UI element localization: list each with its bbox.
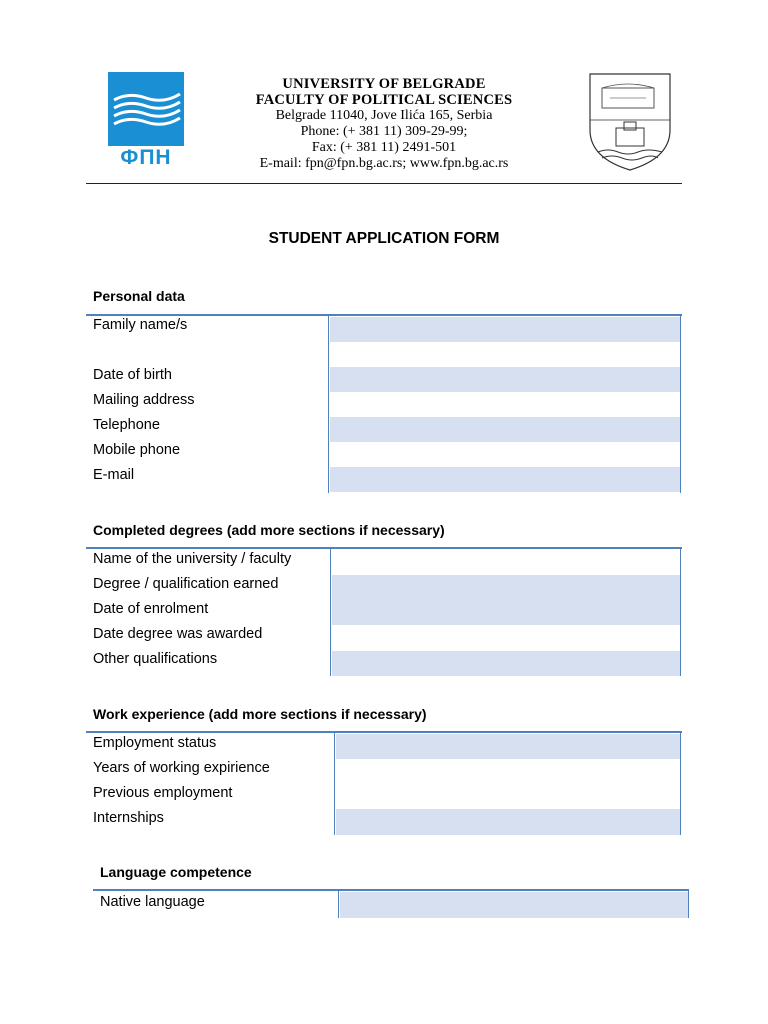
field-label: Date of enrolment <box>93 601 209 617</box>
table-top-border <box>86 547 682 549</box>
field-label: Internships <box>93 810 164 826</box>
section-heading-language: Language competence <box>100 864 252 880</box>
field-input-previous-employment[interactable] <box>336 784 680 809</box>
field-label: Family name/s <box>93 317 188 333</box>
section-heading-personal: Personal data <box>93 288 185 304</box>
table-divider <box>330 549 331 676</box>
field-input-university[interactable] <box>332 550 680 575</box>
field-label: Date degree was awarded <box>93 626 263 642</box>
table-top-border <box>86 731 682 733</box>
university-crest-icon <box>588 72 672 172</box>
field-label: Date of birth <box>93 367 172 383</box>
field-label: Mobile phone <box>93 442 181 458</box>
table-top-border <box>93 889 689 891</box>
field-input-given-name[interactable] <box>330 342 680 367</box>
field-input-years-working[interactable] <box>336 759 680 784</box>
field-label: Employment status <box>93 735 217 751</box>
institution-info <box>190 76 578 172</box>
email: E-mail: fpn@fpn.bg.ac.rs; www.fpn.bg.ac.rs <box>259 156 509 171</box>
address: Belgrade 11040, Jove Ilića 165, Serbia <box>275 108 493 123</box>
field-input-telephone[interactable] <box>330 417 680 442</box>
table-top-border <box>86 314 682 316</box>
field-input-enrolment-date-shade <box>332 600 680 625</box>
table-right-border <box>688 891 689 918</box>
university-name: UNIVERSITY OF BELGRADE <box>282 76 486 92</box>
table-divider <box>338 891 339 918</box>
field-input-email[interactable] <box>330 467 680 492</box>
field-label: Telephone <box>93 417 160 433</box>
field-label: Name of the university / faculty <box>93 551 292 567</box>
field-label: Other qualifications <box>93 651 218 667</box>
phone: Phone: (+ 381 11) 309-29-99; <box>300 124 468 139</box>
field-input-date-of-birth[interactable] <box>330 367 680 392</box>
table-divider <box>328 316 329 493</box>
field-input-employment-status[interactable] <box>336 734 680 759</box>
field-input-mailing-address[interactable] <box>330 392 680 417</box>
field-label: Mailing address <box>93 392 195 408</box>
faculty-name: FACULTY OF POLITICAL SCIENCES <box>255 92 513 108</box>
field-label: Years of working expirience <box>93 760 270 776</box>
field-label: E-mail <box>93 467 135 483</box>
logo-text: ФПН <box>120 146 172 169</box>
field-input-other-qualifications[interactable] <box>332 651 680 676</box>
form-title: STUDENT APPLICATION FORM <box>268 230 500 247</box>
field-input-award-date[interactable] <box>332 625 680 650</box>
field-label: Previous employment <box>93 785 233 801</box>
fax: Fax: (+ 381 11) 2491-501 <box>311 140 457 155</box>
field-input-mobile-phone[interactable] <box>330 442 680 467</box>
header-divider <box>86 183 682 184</box>
field-input-degree[interactable] <box>332 575 680 600</box>
table-right-border <box>680 316 681 493</box>
table-right-border <box>680 733 681 835</box>
field-input-internships[interactable] <box>336 809 680 835</box>
field-input-family-name[interactable] <box>330 317 680 342</box>
faculty-logo <box>108 72 184 172</box>
section-heading-work: Work experience (add more sections if necessary) <box>93 706 427 722</box>
field-input-native-language[interactable] <box>340 892 688 918</box>
section-heading-degrees: Completed degrees (add more sections if necessary) <box>93 522 445 538</box>
field-label: Degree / qualification earned <box>93 576 279 592</box>
table-divider <box>334 733 335 835</box>
field-label: Native language <box>100 894 205 910</box>
table-right-border <box>680 549 681 676</box>
